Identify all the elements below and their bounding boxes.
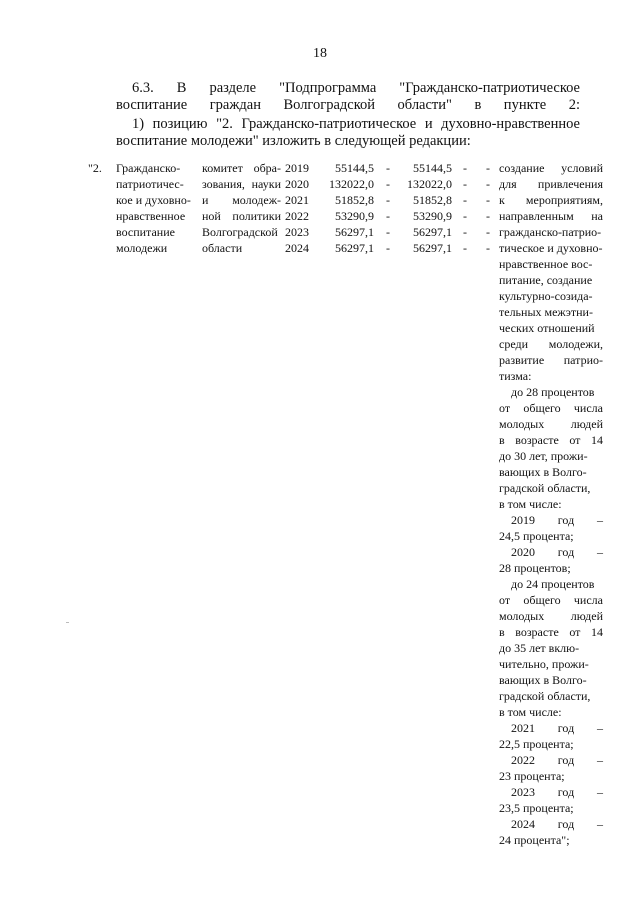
total-cell: 132022,0 [329,177,374,191]
regional-cell: 56297,1 [413,241,452,255]
page-number: 18 [313,46,327,61]
result-line: питание, создание [499,273,593,287]
result-line: культурно-созида- [499,289,593,303]
result-line: тическое и духовно- [499,241,603,255]
regional-column [398,160,452,256]
intro-line-2: воспитание граждан Волгоградской области" в пункте 2: [116,97,580,113]
executor-line: зования, науки [202,177,281,191]
year-column [285,160,315,256]
extrabudget-cell: - [486,161,490,175]
result-line: 23 процента; [499,769,565,783]
total-cell: 56297,1 [335,225,374,239]
federal-cell: - [386,241,390,255]
result-line: вающих в Волго- [499,673,587,687]
result-line: градской области, [499,481,591,495]
name-line: патриотичес- [116,177,184,191]
regional-cell: 132022,0 [407,177,452,191]
position-name [116,160,196,256]
result-line: в возрасте от 14 [499,625,603,639]
federal-column [381,160,395,256]
regional-cell: 56297,1 [413,225,452,239]
name-line: Гражданско- [116,161,181,175]
result-line: чительно, прожи- [499,657,589,671]
position-number: "2. [88,161,102,175]
result-line: 2023 год – [511,785,603,799]
result-line: 28 процентов; [499,561,571,575]
regional-cell: 53290,9 [413,209,452,223]
name-line: кое и духовно- [116,193,191,207]
name-line: воспитание [116,225,175,239]
local-column [458,160,472,256]
year-cell: 2022 [285,209,309,223]
year-cell: 2020 [285,177,309,191]
extrabudget-cell: - [486,241,490,255]
result-line: в том числе: [499,705,562,719]
total-cell: 56297,1 [335,241,374,255]
result-line: от общего числа [499,401,603,415]
executor-line: Волгоградской [202,225,278,239]
intro-line-1: 6.3. В разделе "Подпрограмма "Гражданско-патриотическое [132,80,580,96]
extrabudget-cell: - [486,177,490,191]
result-line: направленным на [499,209,603,223]
executor-line: ной политики [202,209,281,223]
scan-speck [66,622,69,623]
executor-line: и молодеж- [202,193,281,207]
position-executor [202,160,281,256]
year-cell: 2024 [285,241,309,255]
federal-cell: - [386,225,390,239]
result-line: в том числе: [499,497,562,511]
result-line: нравственное вос- [499,257,593,271]
local-cell: - [463,161,467,175]
result-line: до 35 лет вклю- [499,641,580,655]
result-line: градской области, [499,689,591,703]
name-line: нравственное [116,209,186,223]
total-column [320,160,374,256]
year-cell: 2019 [285,161,309,175]
result-line: к мероприятиям, [499,193,603,207]
result-line: молодых людей [499,417,603,431]
result-line: среди молодежи, [499,337,603,351]
local-cell: - [463,177,467,191]
executor-line: комитет обра- [202,161,281,175]
total-cell: 51852,8 [335,193,374,207]
year-cell: 2023 [285,225,309,239]
local-cell: - [463,193,467,207]
result-line: тизма: [499,369,532,383]
total-cell: 55144,5 [335,161,374,175]
result-line: вающих в Волго- [499,465,587,479]
federal-cell: - [386,209,390,223]
result-line: молодых людей [499,609,603,623]
regional-cell: 55144,5 [413,161,452,175]
intro-line-4: воспитание молодежи" изложить в следующей редакции: [116,133,471,149]
result-line: до 28 процентов [511,385,595,399]
total-cell: 53290,9 [335,209,374,223]
result-line: создание условий [499,161,603,175]
result-line: 24 процента"; [499,833,570,847]
result-line: 23,5 процента; [499,801,574,815]
extrabudget-cell: - [486,225,490,239]
result-line: до 24 процентов [511,577,595,591]
local-cell: - [463,225,467,239]
federal-cell: - [386,177,390,191]
expected-results [499,160,603,848]
intro-line-3: 1) позицию "2. Гражданско-патриотическое и духовно-нравственное [132,116,580,132]
federal-cell: - [386,193,390,207]
result-line: развитие патрио- [499,353,603,367]
extrabudget-cell: - [486,193,490,207]
federal-cell: - [386,161,390,175]
extrabudget-cell: - [486,209,490,223]
result-line: 2022 год – [511,753,603,767]
result-line: 2020 год – [511,545,603,559]
result-line: 22,5 процента; [499,737,574,751]
result-line: гражданско-патрио- [499,225,602,239]
year-cell: 2021 [285,193,309,207]
result-line: тельных межэтни- [499,305,593,319]
result-line: от общего числа [499,593,603,607]
local-cell: - [463,241,467,255]
extrabudget-column [481,160,495,256]
local-cell: - [463,209,467,223]
result-line: 2021 год – [511,721,603,735]
result-line: ческих отношений [499,321,595,335]
result-line: 24,5 процента; [499,529,574,543]
name-line: молодежи [116,241,168,255]
result-line: 2024 год – [511,817,603,831]
regional-cell: 51852,8 [413,193,452,207]
result-line: до 30 лет, прожи- [499,449,588,463]
result-line: 2019 год – [511,513,603,527]
result-line: для привлечения [499,177,603,191]
executor-line: области [202,241,243,255]
result-line: в возрасте от 14 [499,433,603,447]
